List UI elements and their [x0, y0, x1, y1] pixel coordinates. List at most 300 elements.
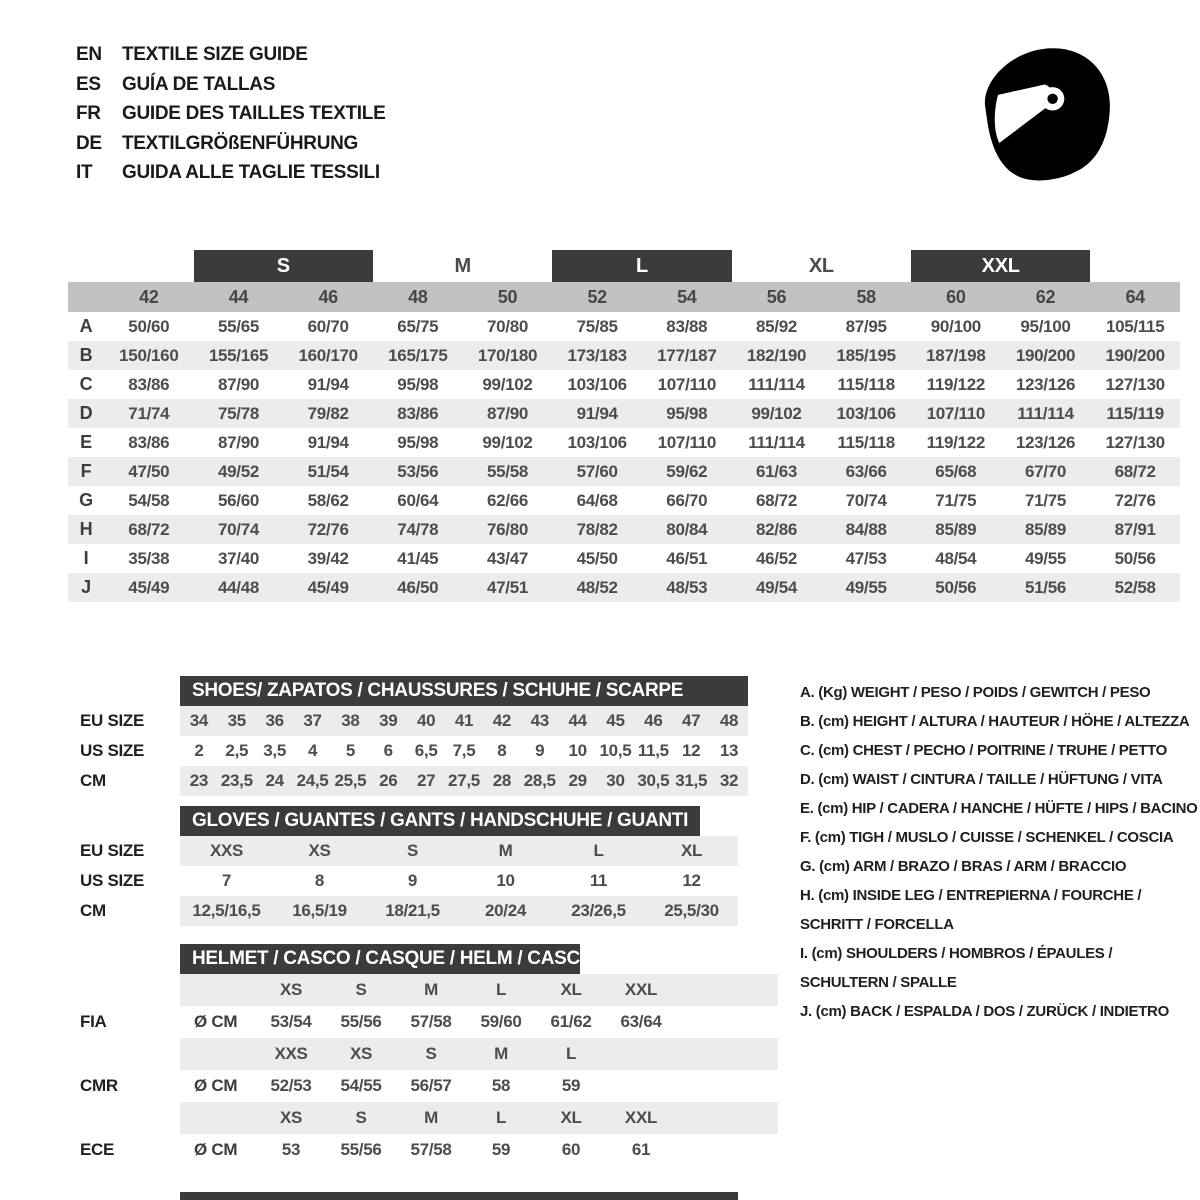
- cell-value: M: [498, 841, 513, 860]
- cell-value: 63/64: [620, 1012, 662, 1031]
- cell-value: 7,5: [452, 741, 476, 760]
- measure-value: 62/66: [486, 490, 529, 510]
- legend-list: [800, 678, 1200, 1026]
- measure-value: 72/76: [1114, 490, 1156, 510]
- cell-value: 18/21,5: [385, 901, 440, 920]
- measure-value: 87/90: [217, 374, 260, 394]
- cell-value: 61: [631, 1140, 651, 1159]
- cell-value: 10: [568, 741, 587, 760]
- measure-value: 119/122: [926, 374, 986, 394]
- language-title: TEXTILGRÖßENFÜHRUNG: [122, 132, 359, 154]
- cell-value: 58: [491, 1076, 511, 1095]
- measure-value: 119/122: [926, 432, 986, 452]
- measure-value: 95/98: [666, 403, 708, 423]
- measure-row: [68, 399, 1180, 428]
- measure-value: 111/114: [748, 374, 805, 394]
- cell-value: 26: [379, 771, 398, 790]
- measure-value: 70/74: [845, 490, 887, 510]
- cell-value: 20/24: [484, 901, 527, 920]
- size-column-header: 60: [946, 286, 966, 307]
- measure-value: 63/66: [845, 461, 887, 481]
- measure-value: 72/76: [307, 519, 349, 539]
- measure-value: 49/55: [1024, 548, 1067, 568]
- measure-value: 49/54: [755, 577, 798, 597]
- cell-value: 55/56: [340, 1012, 382, 1031]
- measure-value: 182/190: [746, 345, 807, 365]
- helmet-size-row: [68, 974, 782, 1006]
- cell-value: 53/54: [270, 1012, 312, 1031]
- cell-value: 25,5/30: [664, 901, 719, 920]
- measure-value: 87/91: [1114, 519, 1156, 539]
- size-label: L: [495, 980, 507, 999]
- cell-value: 6,5: [414, 741, 438, 760]
- measure-value: 68/72: [1114, 461, 1156, 481]
- unit-cell: [180, 1038, 256, 1070]
- language-code: FR: [76, 103, 101, 124]
- cell-value: 52/53: [270, 1076, 312, 1095]
- cell-value: 23: [189, 771, 209, 790]
- size-label: M: [424, 1108, 438, 1127]
- measure-value: 65/68: [935, 461, 977, 481]
- measure-value: 68/72: [128, 519, 170, 539]
- cell-value: 9: [535, 741, 545, 760]
- cell-value: 42: [492, 711, 512, 730]
- cell-value: XXS: [209, 841, 244, 860]
- size-label: XXL: [624, 980, 658, 999]
- cell-value: 43: [530, 711, 549, 730]
- size-label: XL: [560, 980, 582, 999]
- row-cells: [180, 1038, 778, 1070]
- measure-row: [68, 486, 1180, 515]
- cell-value: 59/60: [480, 1012, 522, 1031]
- measure-value: 127/130: [1105, 374, 1165, 394]
- size-column-header: 58: [856, 286, 876, 307]
- cell-value: 8: [497, 741, 507, 760]
- size-column-header: 62: [1035, 286, 1056, 307]
- measure-value: 82/86: [755, 519, 798, 539]
- row-cells: [180, 766, 748, 796]
- measure-value: 71/75: [935, 490, 977, 510]
- cell-value: 27: [416, 771, 436, 790]
- unit-label: Ø CM: [194, 1012, 238, 1031]
- language-code: DE: [76, 132, 102, 154]
- measure-row: [68, 544, 1180, 573]
- measure-value: 60/70: [307, 316, 349, 336]
- size-band-m: M: [454, 254, 471, 277]
- helmet-value-row: [68, 1006, 782, 1038]
- measure-value: 53/56: [397, 461, 439, 481]
- measure-value: 50/60: [128, 316, 170, 336]
- size-label: XS: [349, 1044, 373, 1063]
- measure-value: 46/52: [755, 548, 798, 568]
- measure-value: 46/51: [666, 548, 708, 568]
- cell-value: 36: [265, 711, 284, 730]
- measure-value: 68/72: [755, 490, 798, 510]
- measure-value: 48/53: [666, 577, 708, 597]
- row-cells: [180, 1006, 778, 1038]
- measure-value: 185/195: [836, 345, 896, 365]
- cell-value: 23,5: [220, 771, 253, 790]
- measure-value: 95/98: [397, 374, 439, 394]
- cell-value: [606, 1070, 676, 1102]
- measure-value: 37/40: [217, 548, 260, 568]
- cell-value: 59: [491, 1140, 511, 1159]
- size-label: L: [495, 1108, 507, 1127]
- measure-value: 187/198: [926, 345, 986, 365]
- cell-value: 2,5: [225, 741, 249, 760]
- measure-value: 127/130: [1105, 432, 1165, 452]
- row-label: CM: [80, 771, 106, 790]
- measure-value: 95/98: [397, 432, 439, 452]
- language-code: EN: [76, 44, 102, 65]
- row-letter: F: [80, 461, 92, 481]
- cell-value: 41: [454, 711, 474, 730]
- size-label: L: [565, 1044, 577, 1063]
- size-label: S: [355, 1108, 367, 1127]
- measure-value: 45/50: [576, 548, 618, 568]
- legend-entry: G. (cm) ARM / BRAZO / BRAS / ARM / BRACCIO: [800, 858, 1127, 875]
- measure-value: 51/56: [1024, 577, 1067, 597]
- measure-value: 56/60: [217, 490, 260, 510]
- row-cells: [180, 866, 738, 896]
- measure-value: 45/49: [307, 577, 349, 597]
- cell-value: 10,5: [599, 741, 632, 760]
- cell-value: 29: [568, 771, 587, 790]
- table-row: [68, 896, 782, 926]
- measure-value: 170/180: [477, 345, 538, 365]
- measure-value: 173/183: [567, 345, 627, 365]
- shoes-section-header: SHOES/ ZAPATOS / CHAUSSURES / SCHUHE / SCARPE: [180, 676, 748, 706]
- measure-value: 49/55: [845, 577, 887, 597]
- measure-value: 115/118: [837, 374, 895, 394]
- cell-value: 16,5/19: [292, 901, 347, 920]
- measure-value: 49/52: [217, 461, 260, 481]
- cell-value: 10: [496, 871, 515, 890]
- size-label: S: [425, 1044, 437, 1063]
- measure-value: 48/54: [935, 548, 977, 568]
- measure-value: 52/58: [1114, 577, 1156, 597]
- measure-row: [68, 515, 1180, 544]
- measure-value: 47/53: [845, 548, 887, 568]
- size-label: [606, 1038, 676, 1070]
- measure-value: 83/86: [128, 432, 170, 452]
- helmet-table-body: [68, 974, 782, 1166]
- measure-row: [68, 457, 1180, 486]
- row-label: [68, 1102, 180, 1134]
- cell-value: 40: [416, 711, 436, 730]
- measure-value: 84/88: [845, 519, 887, 539]
- cell-value: 47: [682, 711, 701, 730]
- row-cells: [180, 1070, 778, 1102]
- cell-value: 3,5: [263, 741, 287, 760]
- size-label: M: [424, 980, 438, 999]
- cell-value: L: [593, 841, 604, 860]
- measure-value: 91/94: [576, 403, 618, 423]
- unit-cell: [180, 974, 256, 1006]
- helmet-size-row: [68, 1038, 782, 1070]
- cell-value: 5: [345, 741, 355, 760]
- main-table-body: [68, 312, 1180, 602]
- row-cells: [180, 1134, 778, 1166]
- legend-entry: C. (cm) CHEST / PECHO / POITRINE / TRUHE / PETTO: [800, 742, 1168, 759]
- measure-value: 35/38: [128, 548, 170, 568]
- language-title: GUIDA ALLE TAGLIE TESSILI: [122, 162, 380, 183]
- measure-value: 50/56: [1114, 548, 1156, 568]
- cell-value: 56/57: [410, 1076, 452, 1095]
- cell-value: 46: [644, 711, 663, 730]
- table-row: [68, 866, 782, 896]
- size-column-header: 50: [497, 286, 518, 307]
- measure-value: 95/100: [1020, 316, 1071, 336]
- legend-entry: H. (cm) INSIDE LEG / ENTREPIERNA / FOURCHE / SCHRITT / FORCELLA: [800, 887, 1142, 933]
- row-letter: A: [79, 316, 93, 336]
- measure-value: 115/118: [837, 432, 895, 452]
- racing-helmet-icon: [972, 38, 1128, 196]
- cell-value: 48: [719, 711, 739, 730]
- measure-value: 46/50: [397, 577, 439, 597]
- row-cells: [180, 1102, 778, 1134]
- size-band-row: [68, 250, 1180, 282]
- size-label: XL: [560, 1108, 582, 1127]
- table-row: [68, 736, 782, 766]
- cell-value: 59: [561, 1076, 581, 1095]
- measure-row: [68, 312, 1180, 341]
- measure-value: 70/80: [486, 316, 529, 336]
- measure-value: 41/45: [397, 548, 439, 568]
- cell-value: 12: [682, 741, 701, 760]
- size-column-header: 46: [318, 286, 338, 307]
- size-label: M: [494, 1044, 508, 1063]
- measure-value: 107/110: [657, 432, 717, 452]
- cell-value: 7: [221, 871, 232, 890]
- measure-value: 91/94: [307, 374, 349, 394]
- measure-value: 61/63: [755, 461, 798, 481]
- row-letter: I: [83, 548, 89, 568]
- row-letter: C: [79, 374, 93, 394]
- row-label: US SIZE: [80, 871, 145, 890]
- row-cells: [180, 896, 738, 926]
- measure-value: 51/54: [307, 461, 349, 481]
- measure-value: 90/100: [930, 316, 981, 336]
- shoes-table-body: [68, 706, 782, 796]
- cell-value: 24,5: [296, 771, 329, 790]
- row-letter: D: [79, 403, 93, 423]
- cell-value: 45: [606, 711, 625, 730]
- measure-row: [68, 428, 1180, 457]
- row-label: CMR: [80, 1076, 118, 1095]
- sub-tables: [68, 676, 782, 1166]
- measure-value: 70/74: [217, 519, 260, 539]
- legend-entry: F. (cm) TIGH / MUSLO / CUISSE / SCHENKEL / COSCIA: [800, 829, 1174, 846]
- measure-value: 190/200: [1015, 345, 1076, 365]
- measure-row: [68, 341, 1180, 370]
- measure-value: 47/50: [128, 461, 170, 481]
- legend-entry: D. (cm) WAIST / CINTURA / TAILLE / HÜFTUNG / VITA: [800, 771, 1163, 788]
- measure-value: 54/58: [128, 490, 170, 510]
- cell-value: 54/55: [340, 1076, 382, 1095]
- measure-value: 50/56: [935, 577, 977, 597]
- measure-value: 190/200: [1105, 345, 1165, 365]
- measure-value: 87/90: [217, 432, 260, 452]
- measure-value: 74/78: [397, 519, 439, 539]
- legend-entry: B. (cm) HEIGHT / ALTURA / HAUTEUR / HÖHE / ALTEZZA: [800, 713, 1190, 730]
- measure-value: 99/102: [751, 403, 802, 423]
- measure-row: [68, 573, 1180, 602]
- cell-value: 2: [194, 741, 204, 760]
- measure-value: 85/89: [935, 519, 977, 539]
- size-band-xl: XL: [808, 254, 834, 277]
- cropped-section-bar: [180, 1192, 738, 1200]
- gloves-section-header: GLOVES / GUANTES / GANTS / HANDSCHUHE / GUANTI: [180, 806, 700, 836]
- row-letter: E: [80, 432, 92, 452]
- cell-value: 35: [227, 711, 246, 730]
- measure-value: 78/82: [576, 519, 618, 539]
- measure-value: 99/102: [482, 374, 533, 394]
- cell-value: 61/62: [550, 1012, 592, 1031]
- legend-entry: J. (cm) BACK / ESPALDA / DOS / ZURÜCK / INDIETRO: [800, 1003, 1169, 1020]
- measure-value: 111/114: [1017, 403, 1074, 423]
- cell-value: 11: [589, 871, 608, 890]
- cell-value: 60: [561, 1140, 581, 1159]
- row-cells: [180, 836, 738, 866]
- measure-value: 111/114: [748, 432, 805, 452]
- size-column-header: 42: [139, 286, 159, 307]
- size-label: S: [355, 980, 367, 999]
- unit-label: Ø CM: [194, 1140, 238, 1159]
- table-row: [68, 766, 782, 796]
- row-label: [68, 1038, 180, 1070]
- size-column-header: 54: [677, 286, 697, 307]
- helmet-value-row: [68, 1070, 782, 1102]
- size-label: XXS: [274, 1044, 308, 1063]
- measure-value: 45/49: [128, 577, 170, 597]
- measure-value: 123/126: [1015, 374, 1076, 394]
- cell-value: S: [406, 841, 419, 860]
- cell-value: 44: [568, 711, 587, 730]
- size-band-s: S: [194, 250, 373, 282]
- cell-value: 11,5: [637, 741, 669, 760]
- legend-entry: E. (cm) HIP / CADERA / HANCHE / HÜFTE / HIPS / BACINO: [800, 800, 1198, 817]
- cell-value: 23/26,5: [571, 901, 626, 920]
- language-list: [76, 40, 385, 188]
- helmet-value-row: [68, 1134, 782, 1166]
- measure-value: 67/70: [1024, 461, 1067, 481]
- cell-value: 4: [307, 741, 318, 760]
- measure-value: 80/84: [666, 519, 708, 539]
- measure-row: [68, 370, 1180, 399]
- measure-value: 123/126: [1015, 432, 1076, 452]
- cell-value: 53: [281, 1140, 301, 1159]
- measure-value: 55/58: [486, 461, 529, 481]
- cell-value: 28: [492, 771, 512, 790]
- measure-value: 155/165: [208, 345, 269, 365]
- measure-value: 103/106: [567, 432, 627, 452]
- cell-value: 57/58: [410, 1140, 452, 1159]
- row-label: [68, 974, 180, 1006]
- size-column-header: 52: [587, 286, 607, 307]
- row-label: US SIZE: [80, 741, 145, 760]
- cell-value: 30,5: [637, 771, 670, 790]
- measure-value: 83/86: [397, 403, 439, 423]
- cell-value: 12: [682, 871, 701, 890]
- row-letter: G: [79, 490, 93, 510]
- row-cells: [180, 974, 778, 1006]
- measure-value: 39/42: [307, 548, 349, 568]
- language-code: IT: [76, 162, 93, 183]
- cell-value: 24: [265, 771, 284, 790]
- measure-value: 103/106: [836, 403, 896, 423]
- cell-value: 28,5: [523, 771, 556, 790]
- table-row: [68, 836, 782, 866]
- cell-value: 8: [314, 871, 325, 890]
- measure-value: 66/70: [666, 490, 708, 510]
- measure-value: 64/68: [576, 490, 618, 510]
- cell-value: 38: [341, 711, 360, 730]
- size-column-header: 44: [228, 286, 249, 307]
- cell-value: 6: [383, 741, 393, 760]
- measure-value: 83/86: [128, 374, 170, 394]
- measure-value: 48/52: [576, 577, 618, 597]
- cell-value: 34: [189, 711, 209, 730]
- cell-value: 13: [719, 741, 739, 760]
- legend-entry: I. (cm) SHOULDERS / HOMBROS / ÉPAULES / SCHULTERN / SPALLE: [800, 945, 1113, 991]
- size-column-header: 56: [766, 286, 787, 307]
- cell-value: 57/58: [410, 1012, 452, 1031]
- cell-value: XS: [308, 841, 331, 860]
- measure-value: 44/48: [217, 577, 260, 597]
- cell-value: 31,5: [675, 771, 708, 790]
- shoes-section: [68, 676, 782, 796]
- main-size-table: [68, 250, 1180, 602]
- size-column-header-row: [68, 282, 1180, 312]
- size-label: XS: [279, 1108, 303, 1127]
- size-label: XXL: [624, 1108, 658, 1127]
- measure-value: 105/115: [1105, 316, 1165, 336]
- row-letter: B: [79, 345, 93, 365]
- measure-value: 79/82: [307, 403, 349, 423]
- measure-value: 55/65: [217, 316, 260, 336]
- gloves-section: [68, 806, 782, 926]
- size-column-header: 48: [408, 286, 428, 307]
- measure-value: 85/92: [755, 316, 798, 336]
- measure-value: 59/62: [666, 461, 708, 481]
- measure-value: 177/187: [657, 345, 717, 365]
- measure-value: 107/110: [926, 403, 986, 423]
- measure-value: 47/51: [486, 577, 529, 597]
- corner-cell: [68, 282, 104, 312]
- measure-value: 87/95: [845, 316, 887, 336]
- cell-value: 27,5: [448, 771, 480, 790]
- language-title: GUÍA DE TALLAS: [122, 73, 276, 95]
- gloves-table-body: [68, 836, 782, 926]
- measure-value: 75/85: [576, 316, 618, 336]
- row-label: ECE: [80, 1140, 115, 1159]
- cell-value: 55/56: [340, 1140, 382, 1159]
- legend-entry: A. (Kg) WEIGHT / PESO / POIDS / GEWITCH / PESO: [800, 684, 1151, 701]
- measure-value: 83/88: [666, 316, 708, 336]
- cell-value: 30: [606, 771, 625, 790]
- measure-value: 165/175: [388, 345, 448, 365]
- cell-value: 39: [379, 711, 398, 730]
- helmet-section: [68, 944, 782, 1166]
- cell-value: 32: [719, 771, 739, 790]
- row-letter: J: [81, 577, 91, 597]
- measure-value: 115/119: [1106, 403, 1164, 423]
- table-row: [68, 706, 782, 736]
- unit-cell: [180, 1102, 256, 1134]
- row-label: EU SIZE: [80, 841, 145, 860]
- helmet-section-header: HELMET / CASCO / CASQUE / HELM / CASCO: [180, 944, 580, 974]
